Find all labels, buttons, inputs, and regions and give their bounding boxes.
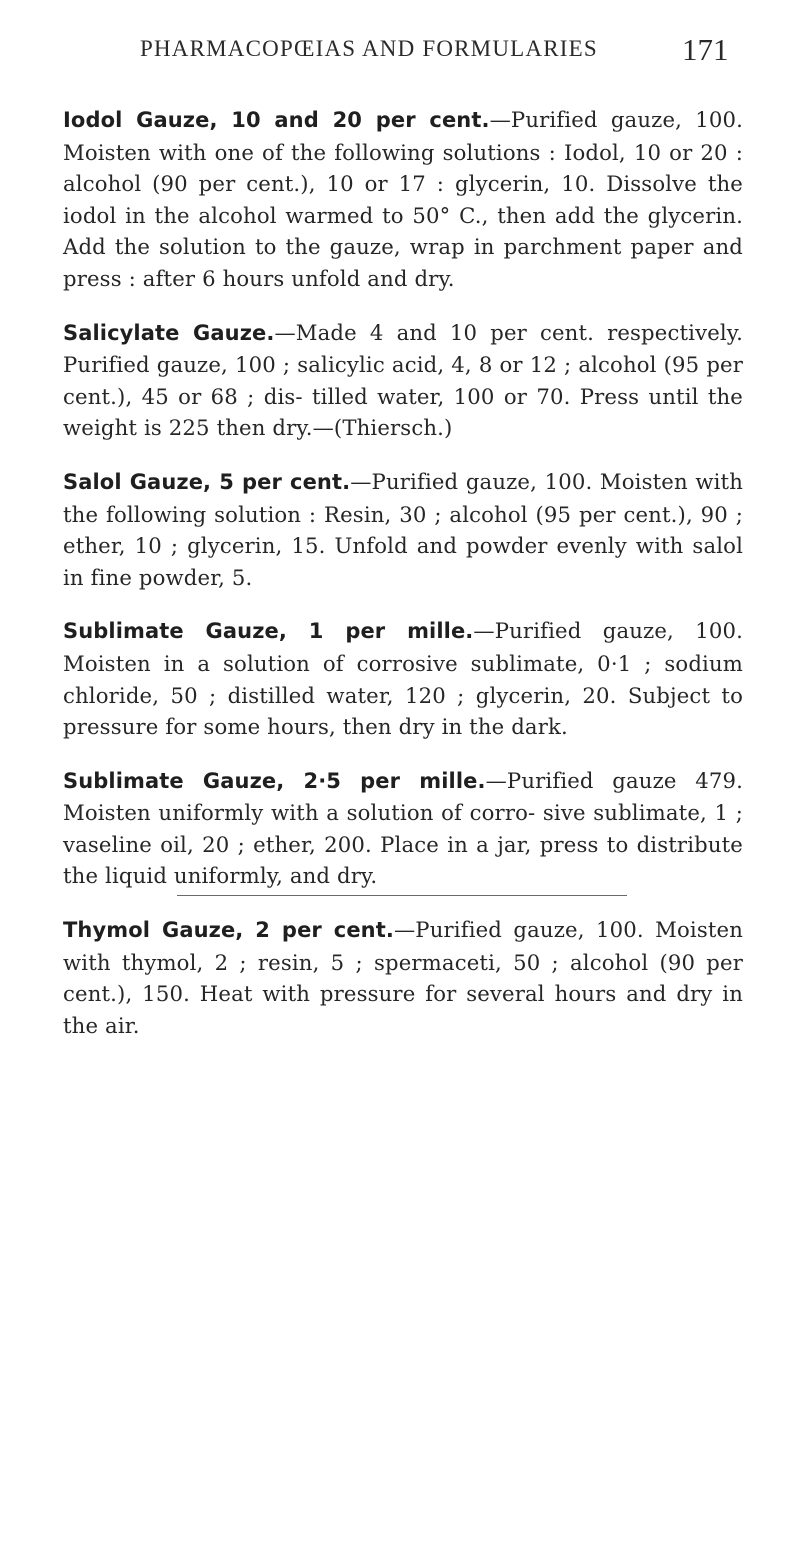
entry-title: Salicylate Gauze.	[63, 320, 275, 345]
entry-thymol-gauze	[63, 914, 743, 1041]
entry-title: Iodol Gauze, 10 and 20 per cent.	[63, 108, 490, 132]
entry-iodol-gauze	[63, 104, 743, 295]
entry-body: —Purified gauze, 100. Moisten with the following solution : Resin, 30 ; alcohol (95 per cent.), 90 ; ether, 10 ; glycerin, 15. Unfold and powder evenly with salol in fine powder, 5.	[63, 468, 744, 590]
entry-title: Thymol Gauze, 2 per cent.	[63, 918, 394, 943]
entry-body: —Purified gauze, 100. Moisten in a solution of corrosive sublimate, 0·1 ; sodium chloride, 50 ; distilled water, 120 ; glycerin, 20. Subject to pressure for some hours, then dry in the dark.	[63, 618, 743, 740]
running-head: PHARMACOPŒIAS AND FORMULARIES	[140, 36, 598, 61]
entry-body: —Made 4 and 10 per cent. respectively. Purified gauze, 100 ; salicylic acid, 4, 8 or 12 ; alcohol (95 per cent.), 45 or 68 ; dis- tilled water, 100 or 70. Press until the weight is 225 then dry.—(Thiersch.)	[63, 319, 743, 441]
entry-title: Sublimate Gauze, 2·5 per mille.	[63, 768, 486, 793]
page-number: 171	[682, 32, 729, 67]
entry-sublimate-gauze-2-5	[63, 765, 743, 892]
entry-salol-gauze	[63, 466, 743, 593]
entry-sublimate-gauze-1	[63, 615, 743, 742]
entry-body: —Purified gauze, 100. Moisten with one of the following solutions : Iodol, 10 or 20 : alcohol (90 per cent.), 10 or 17 : glycerin, 10. Dissolve the iodol in the alcohol warmed to 50° C., then add the glycerin. Add the solution to the gauze, wrap in parchment paper and press : after 6 hours unfold and dry.	[63, 107, 743, 291]
entry-title: Salol Gauze, 5 per cent.	[63, 469, 351, 494]
page-header	[0, 32, 800, 72]
entry-body: —Purified gauze 479. Moisten uniformly with a solution of corro- sive sublimate, 1 ; vaseline oil, 20 ; ether, 200. Place in a jar, press to distribute the liquid uniformly, and dry.	[63, 767, 744, 889]
entry-body: —Purified gauze, 100. Moisten with thymol, 2 ; resin, 5 ; spermaceti, 50 ; alcohol (90 per cent.), 150. Heat with pressure for several hours and dry in the air.	[63, 917, 743, 1038]
entry-title: Sublimate Gauze, 1 per mille.	[63, 619, 474, 644]
footer-rule	[177, 895, 627, 896]
body-text	[63, 104, 743, 1063]
entry-salicylate-gauze	[63, 317, 743, 444]
